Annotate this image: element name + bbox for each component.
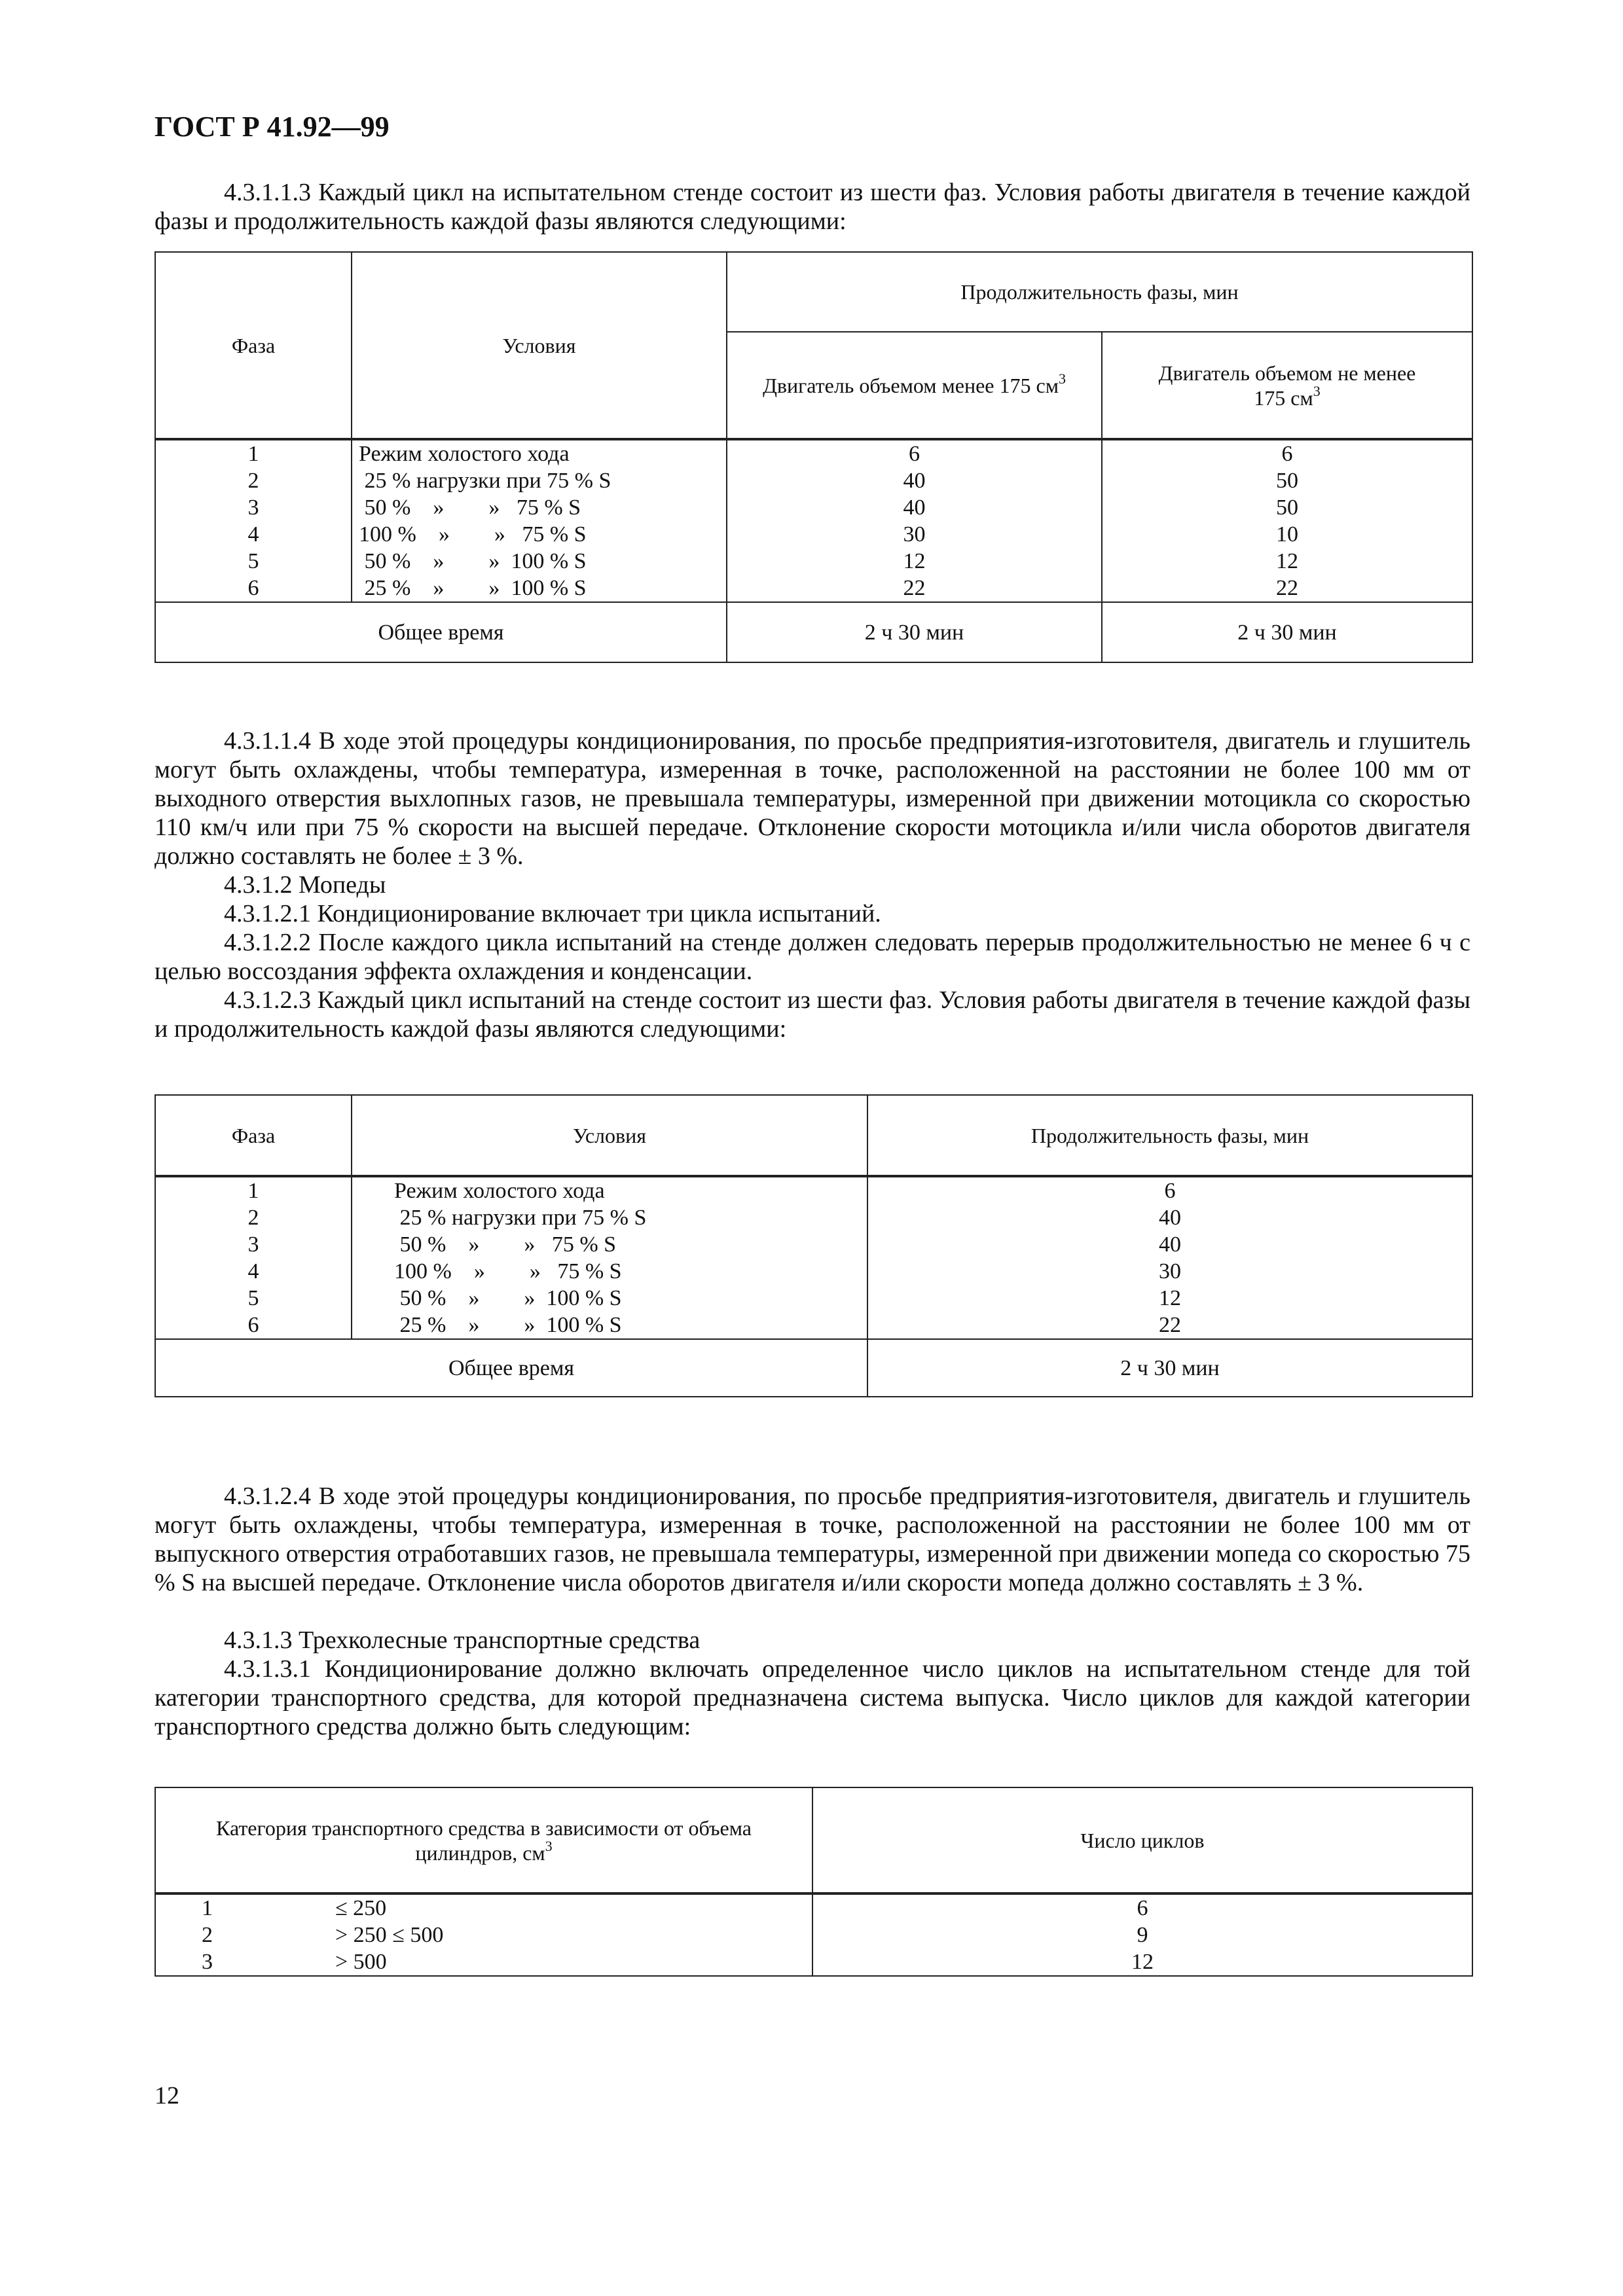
table1-conditions-column: [352, 439, 727, 602]
table2-total-label: Общее время: [155, 1339, 867, 1397]
table-cell: 25 % » » 100 % S: [359, 576, 587, 600]
table-cell: 30: [1159, 1259, 1181, 1283]
table-cell: 3: [247, 1232, 259, 1257]
table1-total-less-175: 2 ч 30 мин: [727, 602, 1102, 662]
table-cell: 40: [1159, 1206, 1181, 1230]
table-cell: 5: [247, 1286, 259, 1310]
table-cell: 30: [903, 522, 926, 547]
paragraph-4-3-1-3-1: 4.3.1.3.1 Кондиционирование должно включать определенное число циклов на испытательном стенде для той категории транспортного средства, для которой предназначена система выпуска. Число циклов для каждой категории транспортного средства должно быть следующим:: [155, 1655, 1470, 1740]
table-cell: 22: [1276, 576, 1298, 600]
table1-header-duration: Продолжительность фазы, мин: [727, 252, 1472, 332]
table-cycles-three-wheel: [155, 1787, 1473, 1977]
table-cell: 40: [903, 469, 926, 493]
table1-header-less-175: Двигатель объемом менее 175 $см^3$: [727, 332, 1102, 439]
paragraph-4-3-1-2-4: 4.3.1.2.4 В ходе этой процедуры кондиционирования, по просьбе предприятия-изготовителя, двигатель и глушитель могут быть охлаждены, чтобы температура, измеренная в точке, расположенной на расстоянии не более 100 мм от выпускного отверстия отработавших газов, не превышала температуры, измеренной при движении мопеда со скоростью 75 % S на высшей передаче. Отклонение числа оборотов двигателя и/или скорости мопеда должно составлять ± 3 %.: [155, 1482, 1470, 1596]
heading-4-3-1-3: 4.3.1.3 Трехколесные транспортные средства: [224, 1626, 701, 1654]
table1-header-phase: Фаза: [155, 252, 352, 439]
paragraph-4-3-1-1-4: 4.3.1.1.4 В ходе этой процедуры кондиционирования, по просьбе предприятия-изготовителя, двигатель и глушитель могут быть охлаждены, чтобы температура, измеренная в точке, расположенной на расстоянии не более 100 мм от выходного отверстия выхлопных газов, не превышала температуры, измеренной при движении мотоцикла со скоростью 110 км/ч или при 75 % скорости на высшей передаче. Отклонение скорости мотоцикла и/или числа оборотов двигателя должно составлять не более ± 3 %.: [155, 727, 1470, 870]
table2-conditions-column: [352, 1176, 867, 1339]
table-cell: 22: [903, 576, 926, 600]
table-cell: 25 % нагрузки при 75 % S: [359, 469, 611, 493]
table-cell: 22: [1159, 1313, 1181, 1337]
table3-header-category: Категория транспортного средства в зависимости от объема цилиндров, $см^3$: [155, 1787, 812, 1893]
table-cell: 40: [1159, 1232, 1181, 1257]
table2-duration-column: [867, 1176, 1472, 1339]
table-cell: > 500: [335, 1950, 387, 1974]
table-row: [202, 1922, 812, 1948]
table-cell: 25 % нагрузки при 75 % S: [394, 1206, 647, 1230]
paragraph-4-3-1-1-3: 4.3.1.1.3 Каждый цикл на испытательном стенде состоит из шести фаз. Условия работы двигателя в течение каждой фазы и продолжительность каждой фазы являются следующими:: [155, 179, 1470, 235]
table-cell: 100 % » » 75 % S: [394, 1259, 622, 1283]
table-cell: 1: [202, 1896, 213, 1920]
table3-cycles-column: [812, 1893, 1472, 1976]
table1-phase-column: [155, 439, 352, 602]
table-phases-moped: [155, 1094, 1473, 1397]
table-cell: 50 % » » 100 % S: [394, 1286, 622, 1310]
table3-header-cycles: Число циклов: [812, 1787, 1472, 1893]
table1-header-not-less-175: Двигатель объемом не менее 175 $см^3$: [1102, 332, 1472, 439]
table-cell: 3: [247, 495, 259, 520]
table-cell: 50 % » » 75 % S: [359, 495, 581, 520]
table-cell: 12: [1276, 549, 1298, 573]
table-cell: 1: [247, 1179, 259, 1203]
table-cell: ≤ 250: [335, 1896, 387, 1920]
table-cell: 50 % » » 75 % S: [394, 1232, 617, 1257]
table1-header-conditions: Условия: [352, 252, 727, 439]
table-cell: 3: [202, 1950, 213, 1974]
paragraph-4-3-1-2-2: 4.3.1.2.2 После каждого цикла испытаний на стенде должен следовать перерыв продолжительностью не менее 6 ч с целью воссоздания эффекта охлаждения и конденсации.: [155, 929, 1470, 985]
table1-not-less-175-column: [1102, 439, 1472, 602]
table-cell: 25 % » » 100 % S: [394, 1313, 622, 1337]
table-cell: Режим холостого хода: [359, 442, 570, 466]
table-cell: 100 % » » 75 % S: [359, 522, 587, 547]
table-cell: 6: [247, 576, 259, 600]
table-cell: 6: [247, 1313, 259, 1337]
table-cell: 2: [247, 1206, 259, 1230]
page-number: 12: [155, 2082, 179, 2109]
table-cell: 6: [1164, 1179, 1176, 1203]
table1-total-label: Общее время: [155, 602, 727, 662]
table2-header-duration: Продолжительность фазы, мин: [867, 1095, 1472, 1176]
table2-header-phase: Фаза: [155, 1095, 352, 1176]
table-cell: 50 % » » 100 % S: [359, 549, 587, 573]
table-cell: 6: [1281, 442, 1293, 466]
table-row: [202, 1895, 812, 1922]
table-cell: 4: [247, 1259, 259, 1283]
paragraph-4-3-1-2-3: 4.3.1.2.3 Каждый цикл испытаний на стенде состоит из шести фаз. Условия работы двигателя в течение каждой фазы и продолжительность каждой фазы являются следующими:: [155, 986, 1470, 1043]
table-cell: 9: [1137, 1923, 1148, 1947]
table2-total-value: 2 ч 30 мин: [867, 1339, 1472, 1397]
table3-category-column: [155, 1893, 812, 1976]
table-cell: 6: [909, 442, 920, 466]
table-cell: Режим холостого хода: [394, 1179, 605, 1203]
table-cell: 12: [1159, 1286, 1181, 1310]
table-cell: 50: [1276, 495, 1298, 520]
table-cell: > 250 ≤ 500: [335, 1923, 444, 1947]
table-phases-motorcycle: [155, 251, 1473, 663]
heading-4-3-1-2: 4.3.1.2 Мопеды: [224, 871, 386, 899]
table-cell: 50: [1276, 469, 1298, 493]
table-cell: 2: [247, 469, 259, 493]
table-cell: 12: [1131, 1950, 1154, 1974]
table-cell: 12: [903, 549, 926, 573]
table1-less-175-column: [727, 439, 1102, 602]
table-cell: 4: [247, 522, 259, 547]
table-cell: 40: [903, 495, 926, 520]
table1-total-not-less-175: 2 ч 30 мин: [1102, 602, 1472, 662]
table2-header-conditions: Условия: [352, 1095, 867, 1176]
table-cell: 10: [1276, 522, 1298, 547]
page-title: ГОСТ Р 41.92—99: [155, 111, 390, 143]
table-cell: 1: [247, 442, 259, 466]
table-row: [202, 1948, 812, 1975]
table-cell: 5: [247, 549, 259, 573]
table-cell: 2: [202, 1923, 213, 1947]
paragraph-4-3-1-2-1: 4.3.1.2.1 Кондиционирование включает три цикла испытаний.: [224, 900, 881, 927]
table-cell: 6: [1137, 1896, 1148, 1920]
table2-phase-column: [155, 1176, 352, 1339]
